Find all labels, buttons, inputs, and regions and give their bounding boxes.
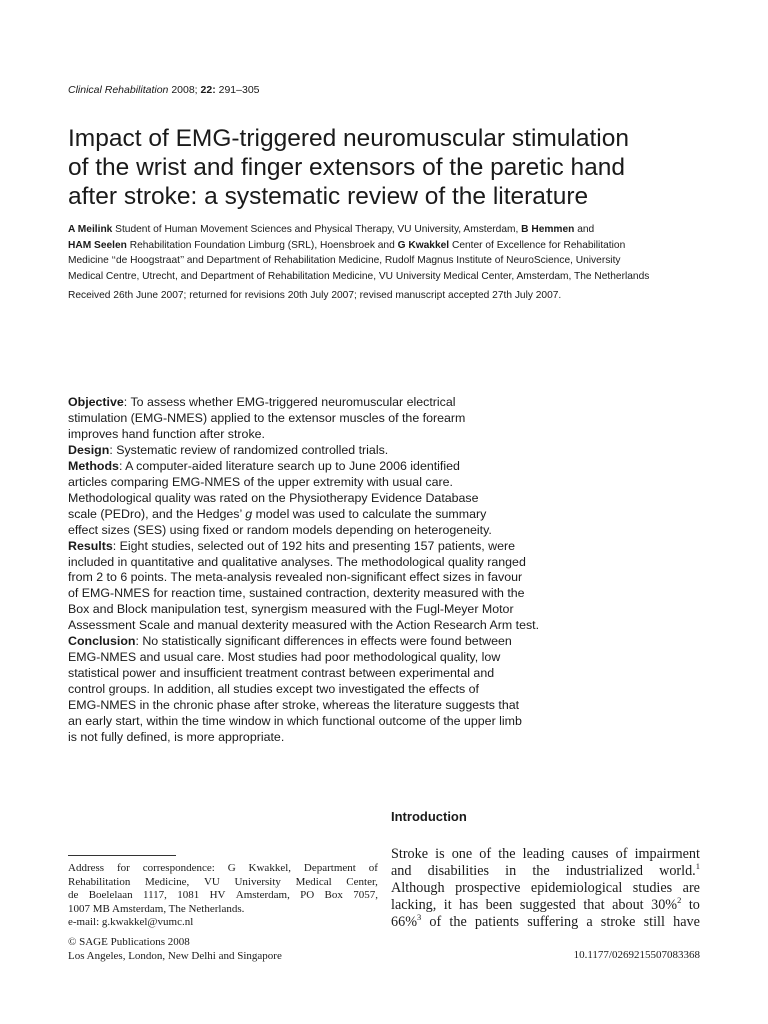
copyright-line: © SAGE Publications 2008 xyxy=(68,936,190,948)
body-word: 1117, xyxy=(143,889,167,901)
abstract-text: model was used to calculate the summary xyxy=(252,506,487,521)
abstract-line: Assessment Scale and manual dexterity measured with the Action Research Arm test. xyxy=(68,618,540,633)
copyright-notice xyxy=(68,936,282,963)
abstract-line: stimulation (EMG-NMES) applied to the extensor muscles of the forearm xyxy=(68,410,466,425)
percent-number: 66% xyxy=(391,914,418,930)
body-line xyxy=(391,863,700,880)
body-word: VU xyxy=(203,875,220,888)
affiliation-text: Center of Excellence for Rehabilitation xyxy=(449,239,626,251)
body-word: studies xyxy=(632,880,673,896)
introduction-body xyxy=(391,846,700,931)
journal-pages: 291–305 xyxy=(218,84,260,96)
body-word: been xyxy=(485,897,513,913)
abstract-line: Methodological quality was rated on the Physiotherapy Evidence Database xyxy=(68,490,479,505)
author-name: B Hemmen xyxy=(521,224,575,235)
body-word: the xyxy=(532,863,550,879)
author-name: G Kwakkel xyxy=(397,239,450,251)
body-word: still xyxy=(643,914,665,930)
citation-ref: 1 xyxy=(695,861,700,871)
publisher-locations: Los Angeles, London, New Delhi and Singapore xyxy=(68,949,282,962)
abstract-text: : To assess whether EMG-triggered neuromuscular electrical xyxy=(123,395,456,409)
address-line: 1007 MB Amsterdam, The Netherlands. xyxy=(68,902,245,915)
abstract-line: included in quantitative and qualitative analyses. The methodological quality ranged xyxy=(68,554,526,569)
body-word: G xyxy=(227,862,236,874)
design-label: Design xyxy=(68,442,110,457)
body-word: suggested xyxy=(519,897,576,913)
body-word: Although xyxy=(391,880,445,896)
body-word: the xyxy=(449,914,467,930)
abstract-line xyxy=(68,395,538,411)
title-line: after stroke: a systematic review of the literature xyxy=(68,183,589,210)
body-word: to xyxy=(688,897,700,913)
author-affiliations xyxy=(68,222,728,284)
body-word: are xyxy=(682,880,700,896)
percent-value xyxy=(651,897,681,914)
citation-ref: 2 xyxy=(677,895,682,905)
abstract-text: : Eight studies, selected out of 192 hits and presenting 157 patients, were xyxy=(112,538,516,553)
journal-year: 2008; xyxy=(171,84,198,96)
conclusion-label: Conclusion xyxy=(68,634,136,649)
body-word: that xyxy=(583,897,605,913)
abstract-text: : A computer-aided literature search up to June 2006 identified xyxy=(118,458,460,473)
body-word: lacking, xyxy=(391,897,437,913)
abstract-line xyxy=(68,507,538,523)
body-word: patients xyxy=(474,914,520,930)
introduction-heading: Introduction xyxy=(391,809,467,824)
body-word: it xyxy=(443,897,452,913)
body-word: leading xyxy=(522,846,565,862)
body-word: Rehabilitation xyxy=(68,875,131,888)
affiliation-text: Student of Human Movement Sciences and Physical Therapy, VU University, Amsterdam, xyxy=(112,224,522,235)
address-line xyxy=(68,862,378,876)
body-word: of xyxy=(615,846,628,862)
body-word: world.$^1$ xyxy=(659,861,700,879)
body-word: Medicine, xyxy=(144,875,190,888)
affiliation-text: Rehabilitation Foundation Limburg (SRL), Hoensbroek and xyxy=(126,239,398,251)
body-word: has xyxy=(459,897,479,913)
body-word: Department xyxy=(303,862,356,874)
abstract-text: scale (PEDro), and the Hedges’ xyxy=(68,506,246,521)
body-line xyxy=(391,897,700,914)
abstract-text: : No statistically significant differences in effects were found between xyxy=(135,634,512,649)
body-word: PO xyxy=(300,889,315,901)
body-word: correspondence: xyxy=(142,862,215,874)
abstract-line xyxy=(68,443,538,459)
results-label: Results xyxy=(68,538,113,553)
abstract-line: control groups. In addition, all studies except two investigated the effects of xyxy=(68,682,479,697)
abstract-line: EMG-NMES in the chronic phase after stroke, whereas the literature suggests that xyxy=(68,698,520,713)
abstract-line xyxy=(68,459,538,475)
body-line xyxy=(391,914,700,931)
citation-ref: 3 xyxy=(417,912,422,922)
body-word: 7057, xyxy=(353,889,378,901)
author-name: HAM Seelen xyxy=(68,239,127,251)
percent-number: 30% xyxy=(651,897,678,913)
doi: 10.1177/0269215507083368 xyxy=(573,949,700,961)
body-word: Medical xyxy=(295,875,332,888)
abstract-line: articles comparing EMG-NMES of the upper extremity with usual care. xyxy=(68,474,453,489)
abstract-line xyxy=(68,634,538,650)
address-line xyxy=(68,876,378,890)
address-line xyxy=(68,889,378,903)
body-word: is xyxy=(435,846,445,862)
abstract xyxy=(68,395,538,746)
article-title xyxy=(68,124,728,211)
body-word: disabilities xyxy=(427,863,490,879)
body-word: have xyxy=(673,914,700,930)
body-word: impairment xyxy=(634,846,700,862)
body-line xyxy=(391,846,700,863)
body-word: Boelelaan xyxy=(88,889,133,901)
correspondence-address xyxy=(68,862,378,930)
methods-label: Methods xyxy=(68,458,119,473)
body-word: of xyxy=(479,846,492,862)
body-word: the xyxy=(498,846,516,862)
abstract-line: is not fully defined, is more appropriate. xyxy=(68,730,285,745)
body-word: one xyxy=(451,846,473,862)
hedges-g-symbol: g xyxy=(245,506,253,521)
body-word: a xyxy=(586,914,593,930)
body-word: epidemiological xyxy=(530,880,623,896)
abstract-line: Box and Block manipulation test, synergism measured with the Fugl-Meyer Motor xyxy=(68,602,514,617)
body-word: suffering xyxy=(527,914,579,930)
abstract-line xyxy=(68,539,538,555)
abstract-line: from 2 to 6 points. The meta-analysis revealed non-significant effect sizes in favour xyxy=(68,570,523,585)
abstract-line: improves hand function after stroke. xyxy=(68,426,265,441)
body-word: of xyxy=(429,914,442,930)
footnote-divider xyxy=(68,855,176,856)
body-word: for xyxy=(116,862,130,874)
percent-value xyxy=(391,914,421,931)
body-word: de xyxy=(68,889,79,901)
body-word: causes xyxy=(571,846,609,862)
body-word: Address xyxy=(68,862,105,874)
body-word: and xyxy=(391,863,412,879)
body-word: industrialized xyxy=(565,863,643,879)
received-dates: Received 26th June 2007; returned for revisions 20th July 2007; revised manuscript accepted 27th July 2007. xyxy=(68,290,562,301)
body-word: Kwakkel, xyxy=(248,862,292,874)
abstract-text: : Systematic review of randomized controlled trials. xyxy=(109,442,389,457)
journal-citation xyxy=(68,84,260,96)
body-word: in xyxy=(505,863,517,879)
body-word: prospective xyxy=(455,880,521,896)
abstract-line: EMG-NMES and usual care. Most studies had poor methodological quality, low xyxy=(68,650,501,665)
author-line xyxy=(68,222,728,238)
abstract-line: effect sizes (SES) using fixed or random models depending on heterogeneity. xyxy=(68,522,492,537)
body-word: stroke xyxy=(600,914,636,930)
author-name: A Meilink xyxy=(68,224,113,235)
body-word: HV xyxy=(209,889,226,901)
abstract-line: an early start, within the time window in which functional outcome of the upper limb xyxy=(68,714,522,729)
abstract-line: statistical power and insufficient treatment contrast between experimental and xyxy=(68,666,495,681)
title-line: of the wrist and finger extensors of the paretic hand xyxy=(68,154,626,181)
body-word: University xyxy=(234,875,281,888)
objective-label: Objective xyxy=(68,395,124,409)
body-word: of xyxy=(368,862,378,874)
body-word: Box xyxy=(324,889,343,901)
body-word: 1081 xyxy=(177,889,200,901)
title-line: Impact of EMG-triggered neuromuscular stimulation xyxy=(68,125,629,152)
body-word: Center, xyxy=(346,875,378,888)
affiliation-text: and xyxy=(574,224,595,235)
body-word: Stroke xyxy=(391,846,429,862)
author-line: Medical Centre, Utrecht, and Department of Rehabilitation Medicine, VU University Medical Center, Amsterdam, The Netherlands xyxy=(68,270,650,282)
author-line: Medicine ‘‘de Hoogstraat’’ and Department of Rehabilitation Medicine, Rudolf Magnus Institute of NeuroScience, University xyxy=(68,255,621,266)
journal-volume: 22: xyxy=(200,84,216,96)
body-word: Amsterdam, xyxy=(235,889,290,901)
body-word: about xyxy=(612,897,644,913)
body-line xyxy=(391,880,700,897)
author-line xyxy=(68,238,728,254)
journal-name: Clinical Rehabilitation xyxy=(68,84,169,96)
abstract-line: of EMG-NMES for reaction time, sustained contraction, dexterity measured with the xyxy=(68,586,525,601)
email-line: e-mail: g.kwakkel@vumc.nl xyxy=(68,916,194,928)
